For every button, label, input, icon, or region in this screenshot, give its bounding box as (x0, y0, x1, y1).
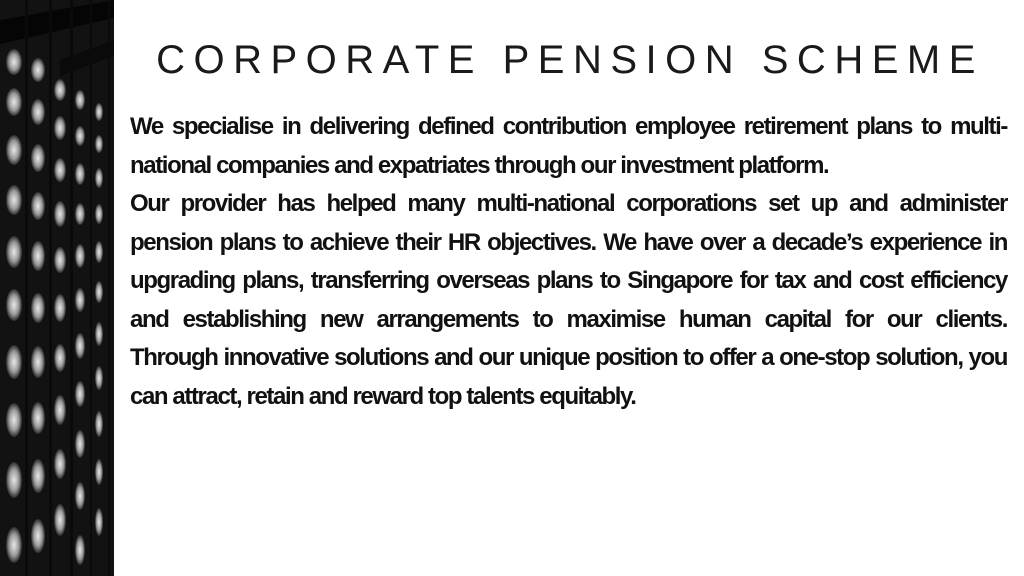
paragraph-provider: Our provider has helped many multi-national corporations set up and administer pension plans to achieve their HR objectives. We have over a decade’s experience in upgrading plans, transferring overseas plans to Singapore for tax and cost efficiency and establishing new arrangements to maximise human capital for our clients. Through innovative solutions and our unique position to offer a one-stop solution, you can attract, retain and reward top talents equitably. (130, 190, 1007, 410)
decorative-side-image (0, 0, 114, 576)
slide-title: CORPORATE PENSION SCHEME (156, 38, 984, 82)
body-text (130, 108, 1007, 416)
paragraph-intro: We specialise in delivering defined contribution employee retirement plans to multi-national companies and expatriates through our investment platform. (130, 113, 1007, 179)
building-facade-graphic (0, 0, 114, 576)
